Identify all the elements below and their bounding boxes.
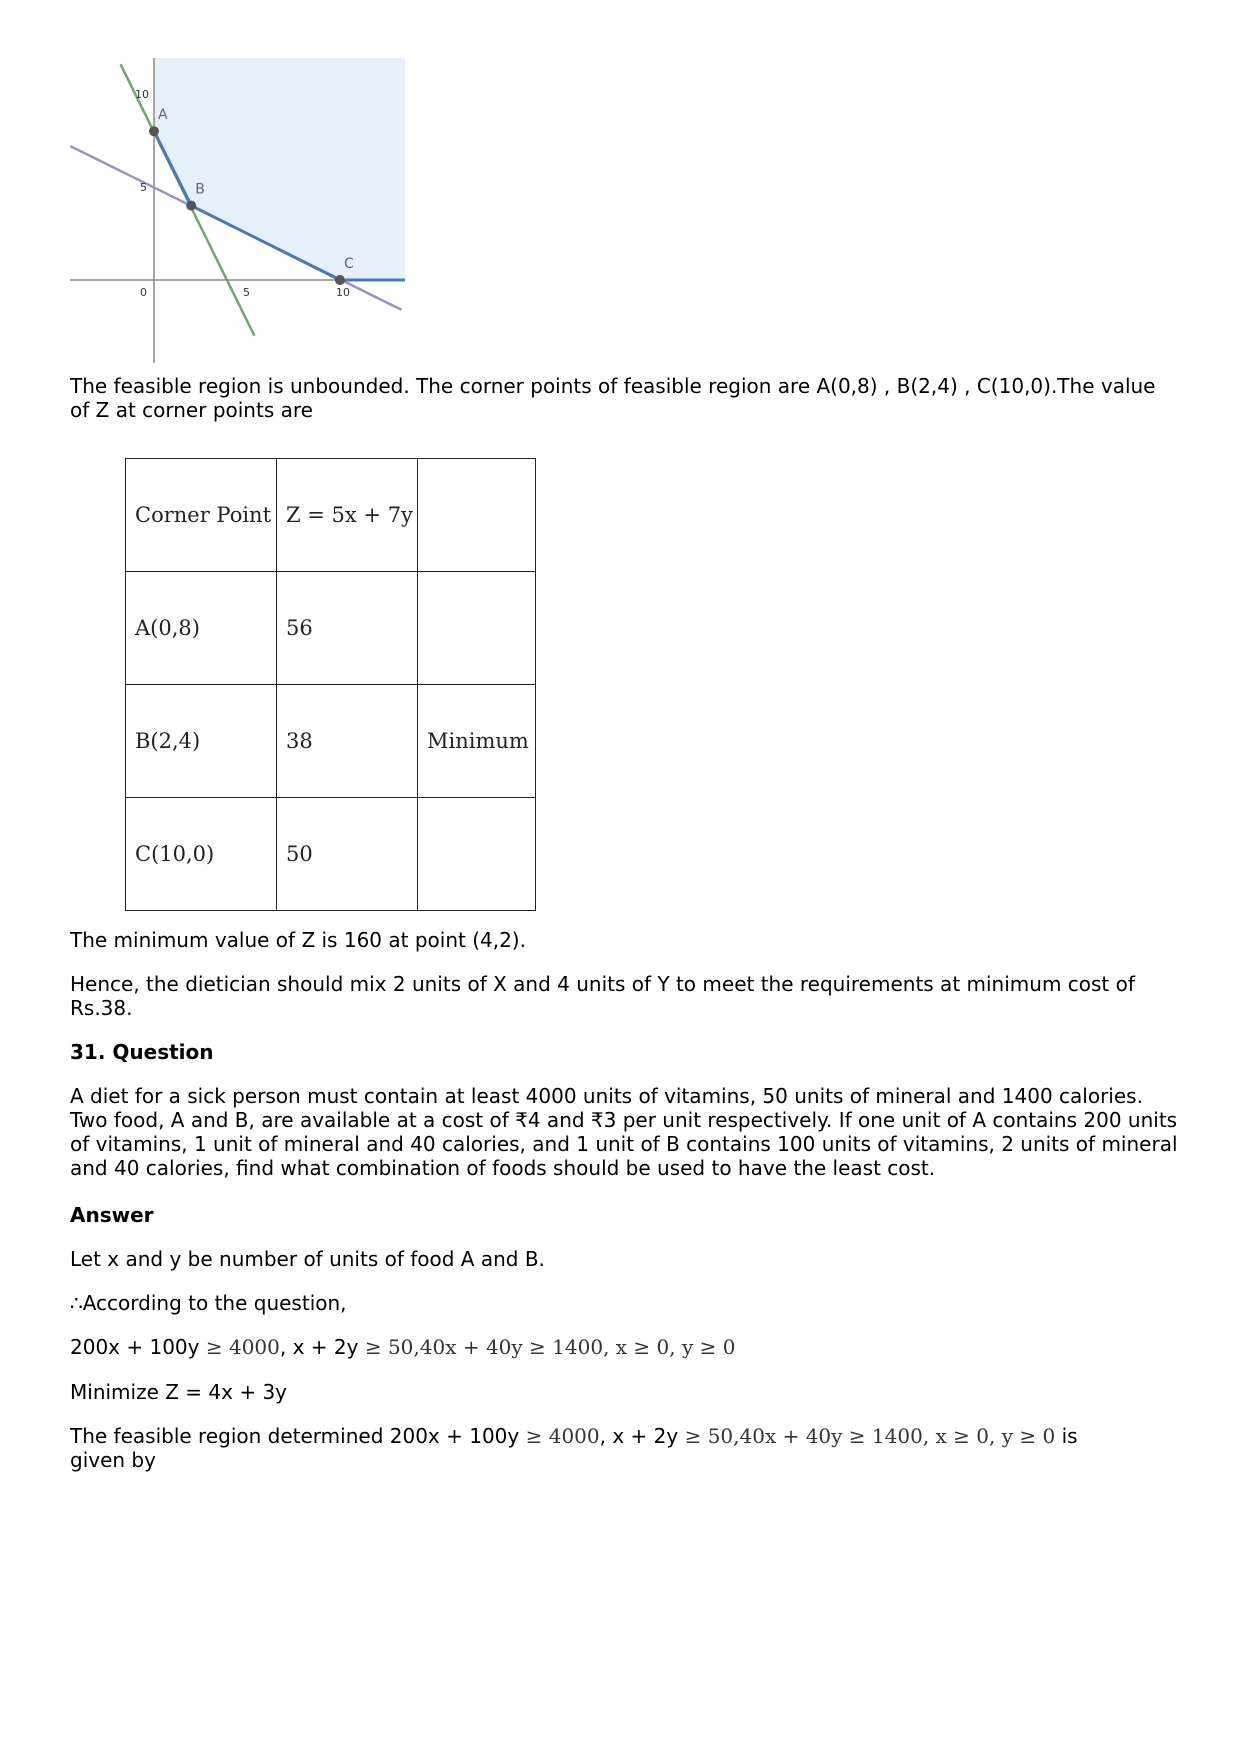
feasible-math: ≥ 4000 xyxy=(525,1424,600,1448)
y-tick-label: 10 xyxy=(135,88,149,101)
constraints-line xyxy=(70,1335,1180,1359)
table-cell xyxy=(418,798,536,911)
intro-paragraph: The feasible region is unbounded. The corner points of feasible region are A(0,8) , B(2,4) , C(10,0).The value of Z at corner points are xyxy=(70,374,1156,422)
feasible-text: is xyxy=(1055,1424,1078,1448)
conclusion-paragraph: Hence, the dietician should mix 2 units of X and 4 units of Y to meet the requirements at minimum cost of Rs.38. xyxy=(70,972,1135,1020)
feasible-text: , x + 2y xyxy=(599,1424,679,1448)
x-tick-label: 0 xyxy=(140,286,147,299)
table-row xyxy=(126,798,536,911)
table-header-cell: Corner Point xyxy=(126,459,277,572)
x-tick-label: 10 xyxy=(336,286,350,299)
minimum-value-text: The minimum value of Z is 160 at point (4,2). xyxy=(70,928,526,952)
table-cell: B(2,4) xyxy=(126,685,277,798)
constraint-text: 200x + 100y xyxy=(70,1335,200,1359)
table-cell: 56 xyxy=(277,572,418,685)
table-cell: 50 xyxy=(277,798,418,911)
corner-point-marker xyxy=(335,275,345,285)
constraint-text: , x + 2y xyxy=(279,1335,359,1359)
table-header-cell: Z = 5x + 7y xyxy=(277,459,418,572)
objective-function: Minimize Z = 4x + 3y xyxy=(70,1380,288,1404)
table-cell xyxy=(418,572,536,685)
feasible-math: ≥ 50,40x + 40y ≥ 1400, x ≥ 0, y ≥ 0 xyxy=(684,1424,1056,1448)
table-cell: 38 xyxy=(277,685,418,798)
feasible-region xyxy=(154,58,405,280)
x-tick-label: 5 xyxy=(243,286,250,299)
table-header-cell xyxy=(418,459,536,572)
table-header-row xyxy=(126,459,536,572)
corner-point-marker xyxy=(149,126,159,136)
question-text: A diet for a sick person must contain at least 4000 units of vitamins, 50 units of mineral and 1400 calories. Two food, A and B, are available at a cost of ₹4 and ₹3 per unit respectively. If one unit of A contains 200 units of vitamins, 1 unit of mineral and 40 calories, and 1 unit of B contains 100 units of vitamins, 2 units of mineral and 40 calories, find what combination of foods should be used to have the least cost. xyxy=(70,1084,1178,1180)
corner-point-label: A xyxy=(158,107,168,124)
table-cell: C(10,0) xyxy=(126,798,277,911)
y-tick-label: 5 xyxy=(140,181,147,194)
constraint-math: ≥ 4000 xyxy=(205,1335,280,1359)
table-row xyxy=(126,685,536,798)
according-statement: ∴According to the question, xyxy=(70,1291,347,1315)
corner-point-marker xyxy=(186,201,196,211)
table-row xyxy=(126,572,536,685)
corner-point-label: C xyxy=(344,256,354,272)
corner-point-table xyxy=(125,458,536,911)
let-statement: Let x and y be number of units of food A and B. xyxy=(70,1247,545,1271)
feasible-region-statement xyxy=(70,1424,1180,1472)
constraint-math: ≥ 50,40x + 40y ≥ 1400, x ≥ 0, y ≥ 0 xyxy=(364,1335,736,1359)
table-cell: A(0,8) xyxy=(126,572,277,685)
feasible-text: given by xyxy=(70,1448,156,1472)
feasible-region-graph xyxy=(70,58,405,363)
corner-point-label: B xyxy=(195,181,205,198)
feasible-text: The feasible region determined 200x + 100y xyxy=(70,1424,520,1448)
table-cell: Minimum xyxy=(418,685,536,798)
answer-heading: Answer xyxy=(70,1203,154,1227)
question-heading: 31. Question xyxy=(70,1040,214,1064)
graph-svg xyxy=(70,58,405,363)
